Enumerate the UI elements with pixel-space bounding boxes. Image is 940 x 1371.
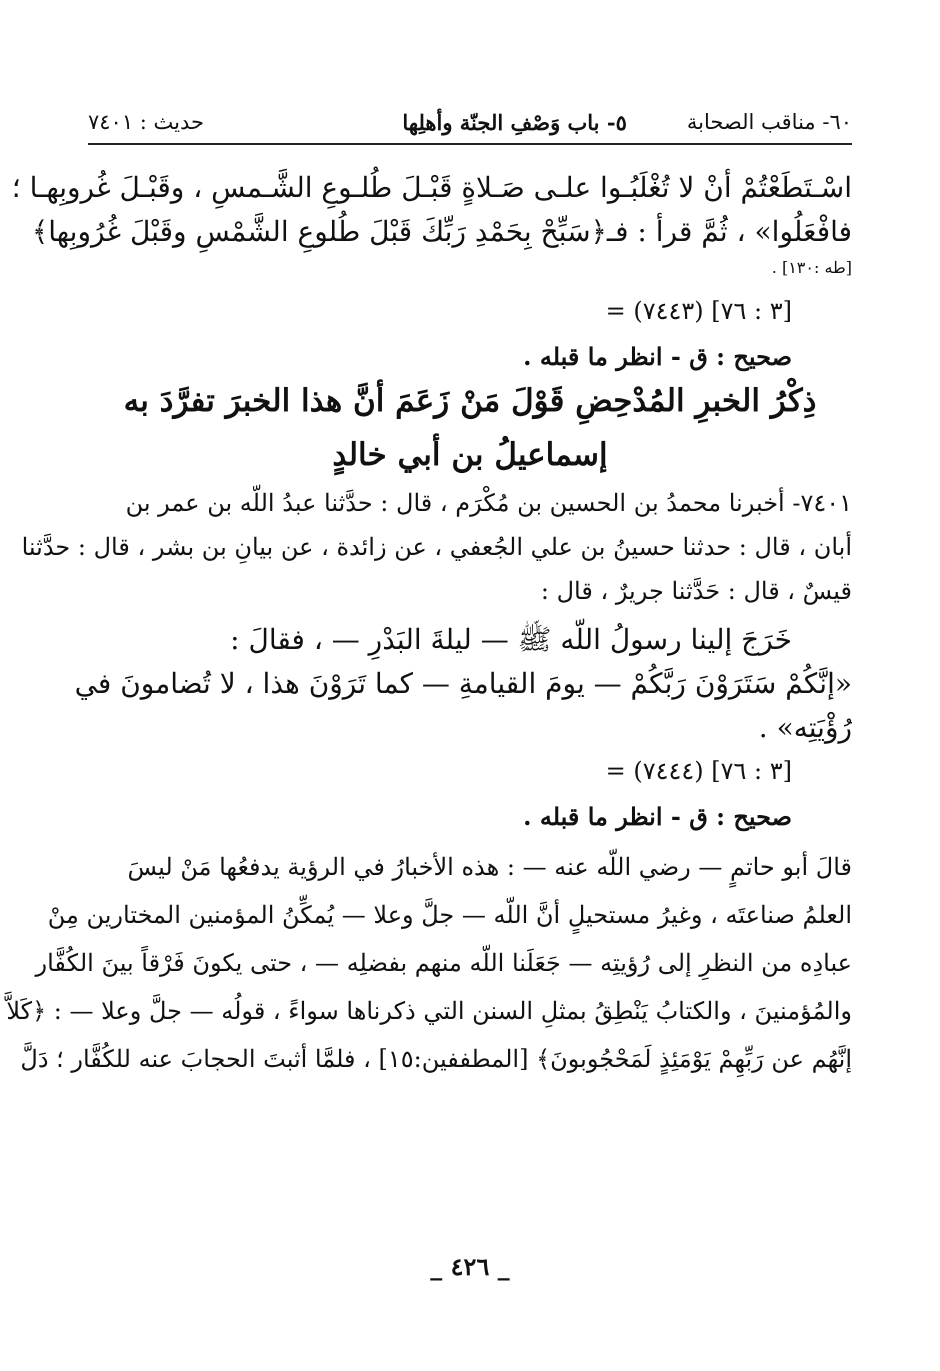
hadith-reference: حديث : ٧٤٠١ <box>88 110 205 134</box>
section-heading-continued: إسماعيلُ بن أبي خالدٍ <box>332 437 608 473</box>
commentary-line: إنَّهُم عن رَبِّهِمْ يَوْمَئِذٍ لَمَحْجُوبونَ﴾ [المطففين:١٥] ، فلمَّا أثبتَ الحجابَ عنه للكُفَّار ؛ دَلَّ <box>20 1045 852 1073</box>
hadith-isnad-line: ٧٤٠١- أخبرنا محمدُ بن الحسين بن مُكْرَم ، قال : حدَّثنا عبدُ اللّه بن عمر بن <box>125 489 852 517</box>
commentary-line: قالَ أبو حاتمٍ — رضي اللّه عنه — : هذه الأخبارُ في الرؤية يدفعُها مَنْ ليسَ <box>127 853 852 881</box>
hadith-matn-line: خَرَجَ إلينا رسولُ اللّه ﷺ — ليلةَ البَدْرِ — ، فقالَ : <box>230 623 792 656</box>
text-line: اسْـتَطَعْتُمْ أنْ لا تُغْلَبُـوا علـى صَـلاةٍ قَبْـلَ طُلـوعِ الشَّـمسِ ، وقَبْـلَ غُروبِهـا ؛ <box>11 171 852 204</box>
commentary-line: عبادِه من النظرِ إلى رُؤيتِه — جَعَلَنا اللّه منهم بفضلِه — ، حتى يكونَ فَرْقاً بينَ الكُفَّار <box>35 949 852 977</box>
cross-reference: = (٧٤٤٣) [٣ : ٧٦] <box>605 297 792 325</box>
hadith-matn-line: «إنَّكُمْ سَتَرَوْنَ رَبَّكُمْ — يومَ القيامةِ — كما تَرَوْنَ هذا ، لا تُضامونَ في <box>74 667 852 700</box>
header-divider <box>88 143 852 145</box>
header-right-group <box>402 110 852 135</box>
grading-note: صحيح : ق - انظر ما قبله . <box>523 342 792 371</box>
text-line: فافْعَلُوا» ، ثُمَّ قرأ : فـ﴿سَبِّحْ بِحَمْدِ رَبِّكَ قَبْلَ طُلوعِ الشَّمْسِ وقَبْلَ غُرُوبِها﴾ <box>31 215 852 248</box>
grading-note: صحيح : ق - انظر ما قبله . <box>523 802 792 831</box>
page-number: _ ٤٢٦ _ <box>430 1252 510 1281</box>
quran-citation: [طه :١٣٠] . <box>771 258 852 277</box>
running-header <box>88 102 852 142</box>
commentary-line: العلمُ صناعتَه ، وغيرُ مستحيلٍ أنَّ اللّه — جلَّ وعلا — يُمكِّنُ المؤمنين المختارين مِنْ <box>47 901 852 929</box>
chapter-title: ٥- باب وَصْفِ الجنّة وأهلِها <box>402 109 627 135</box>
book-title: ٦٠- مناقب الصحابة <box>686 109 852 134</box>
hadith-isnad-line: قيسٌ ، قال : حَدَّثنا جريرٌ ، قال : <box>540 577 852 605</box>
hadith-matn-line: رُؤْيَتِه» . <box>758 711 852 744</box>
commentary-line: والمُؤمنينَ ، والكتابُ يَنْطِقُ بمثلِ السنن التي ذكرناها سواءً ، قولُه — جلَّ وعلا — : ﴿كَلاَّ <box>6 997 852 1025</box>
page-body <box>6 170 852 1092</box>
section-heading: ذِكْرُ الخبرِ المُدْحِضِ قَوْلَ مَنْ زَعَمَ أنَّ هذا الخبرَ تفرَّدَ به <box>123 383 817 419</box>
hadith-isnad-line: أبان ، قال : حدثنا حسينُ بن علي الجُعفي ، عن زائدة ، عن بيانِ بن بشر ، قال : حدَّثنا <box>21 533 852 561</box>
cross-reference: = (٧٤٤٤) [٣ : ٧٦] <box>605 757 792 785</box>
